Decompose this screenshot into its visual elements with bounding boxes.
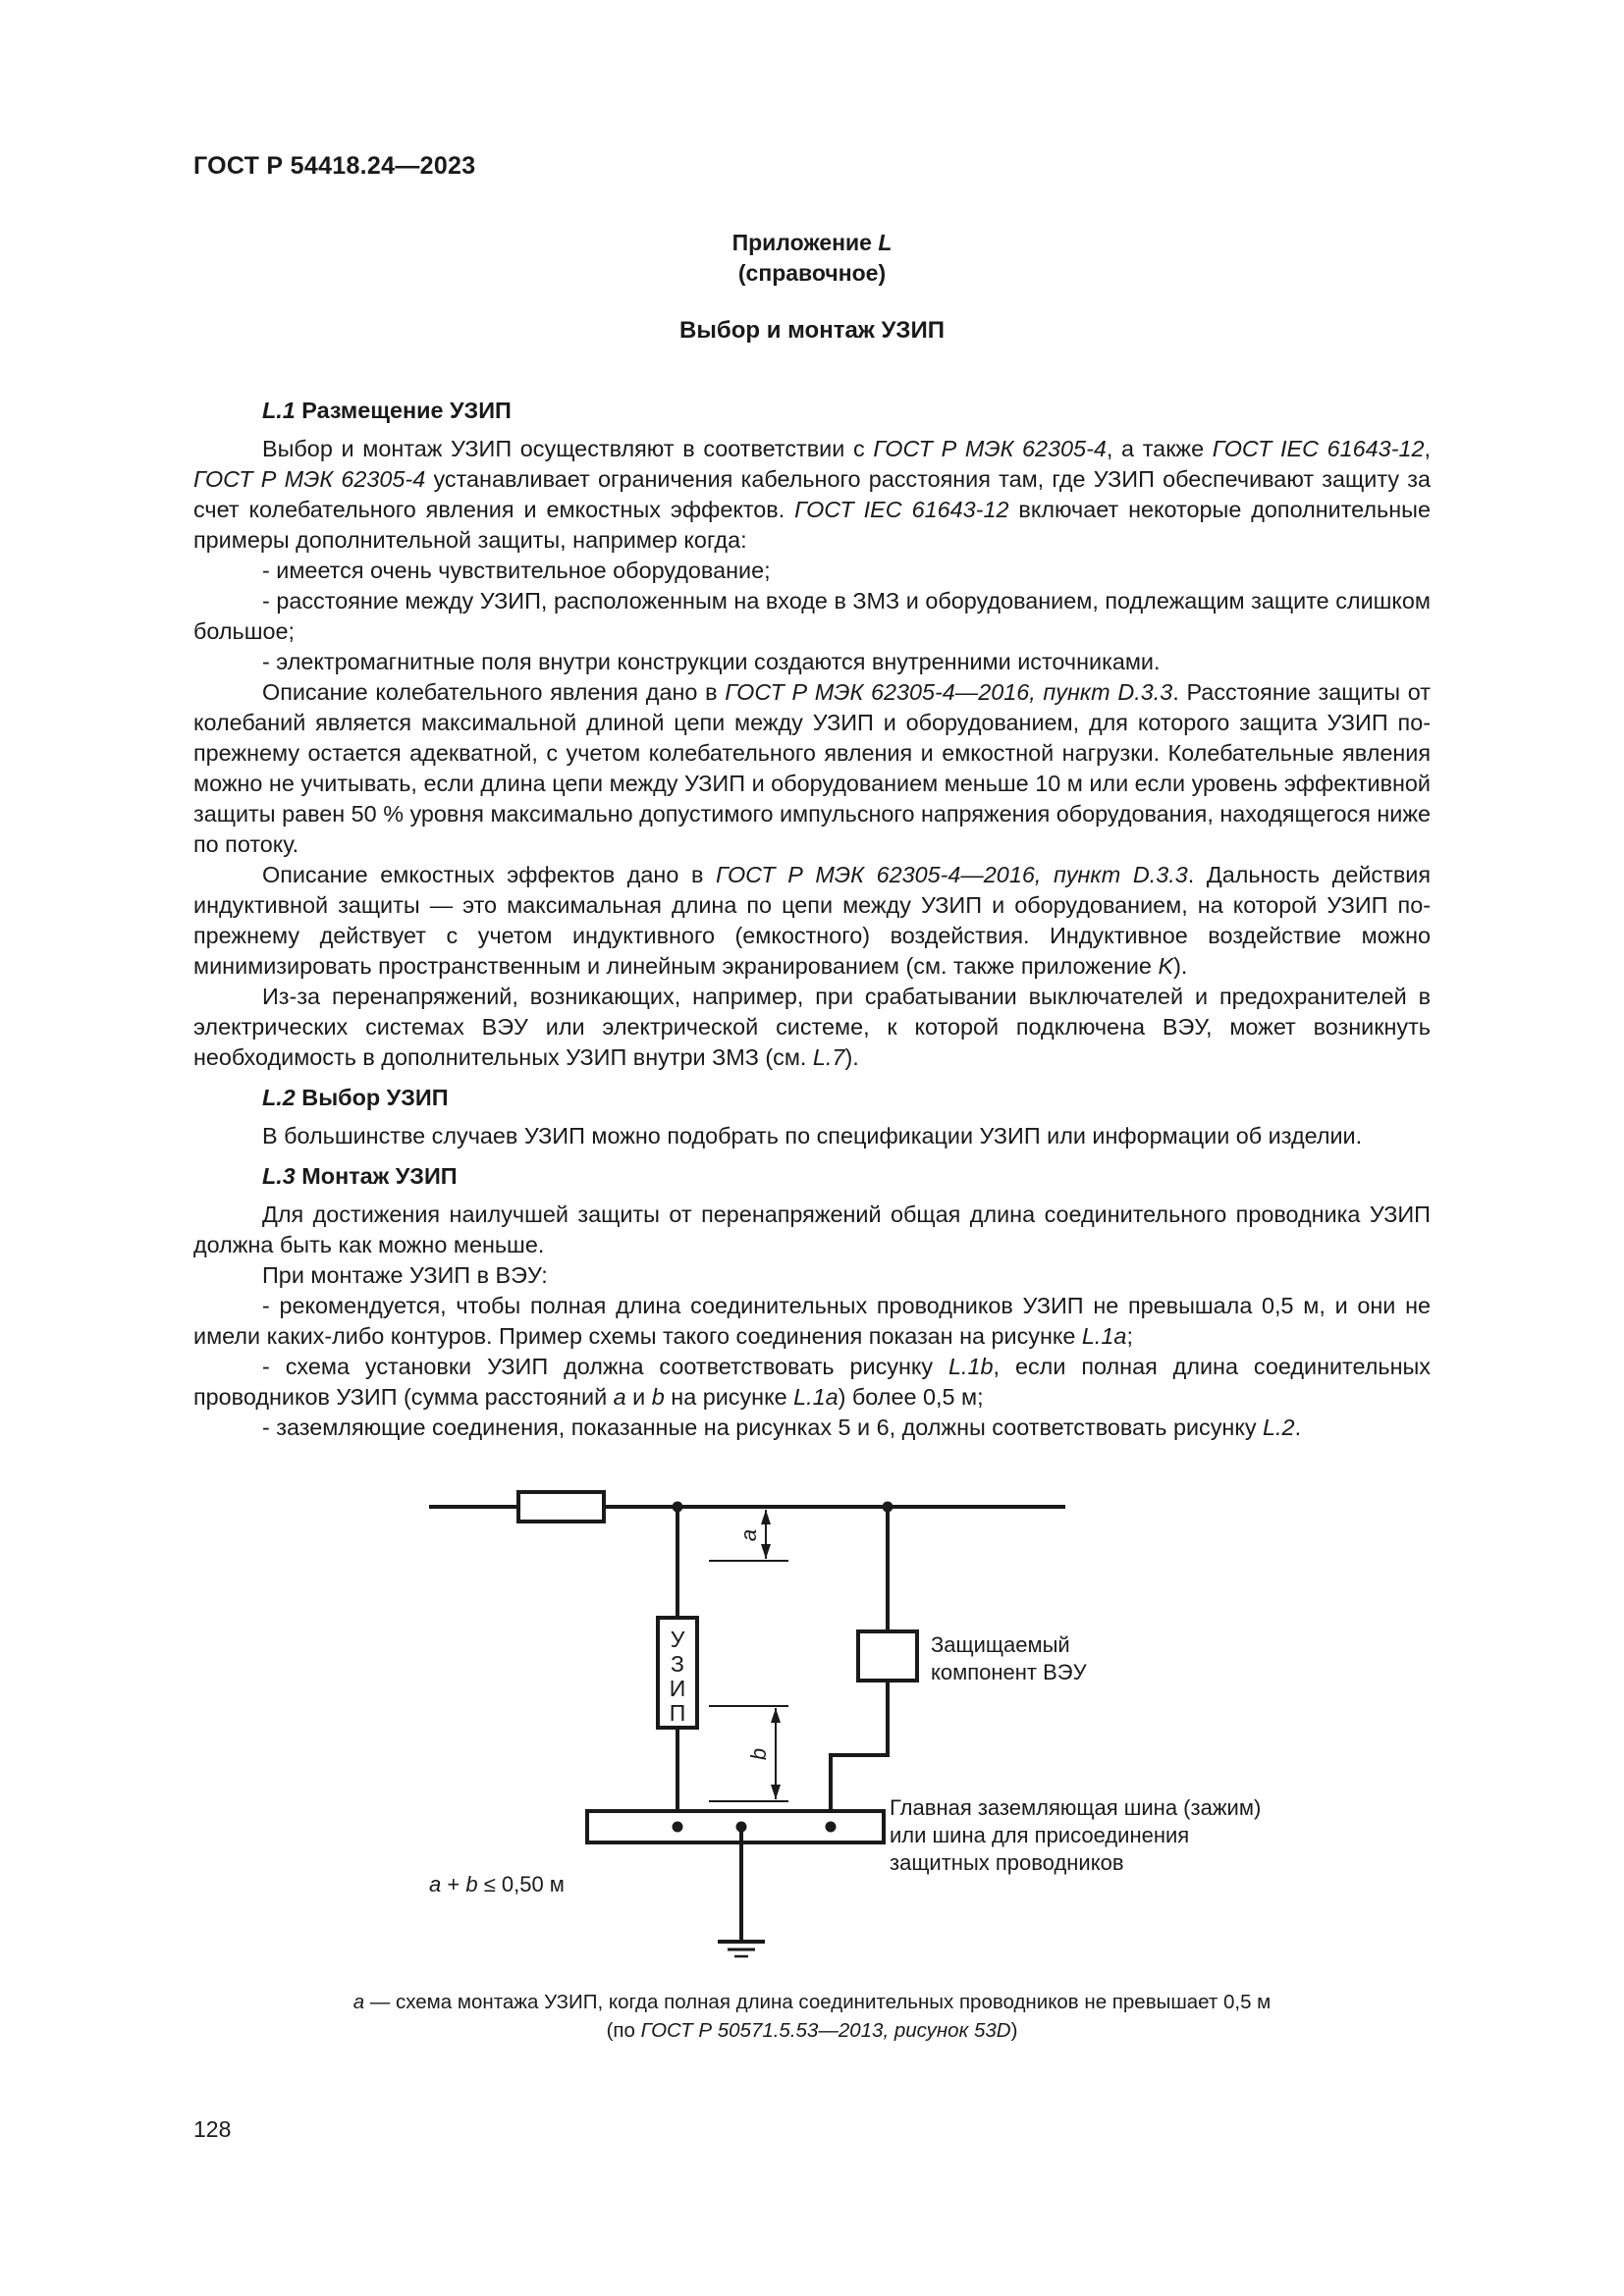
- dimension-arrow: [761, 1544, 771, 1559]
- body-text: [193, 396, 1431, 1443]
- spd-letter: З: [671, 1651, 684, 1677]
- section-heading-l1: L.1 Размещение УЗИП: [262, 398, 512, 423]
- spd-letter: У: [670, 1627, 685, 1652]
- spd-letter: П: [669, 1700, 686, 1726]
- spd-letter: И: [669, 1676, 686, 1701]
- equipment-earth-conductor: [831, 1681, 888, 1826]
- paragraph: При монтаже УЗИП в ВЭУ:: [262, 1262, 548, 1288]
- junction-dot: [673, 1822, 683, 1833]
- label-b: b: [746, 1747, 771, 1761]
- protected-component-label: Защищаемый компонент ВЭУ: [931, 1632, 1087, 1684]
- earth-busbar-label: Главная заземляющая шина (зажим) или шина для присоединения защитных проводников: [890, 1795, 1262, 1875]
- wiring-diagram: [0, 1463, 1624, 1993]
- list-item: - электромагнитные поля внутри конструкции создаются внутренними источниками.: [262, 649, 1161, 674]
- list-item: - расстояние между УЗИП, расположенным на входе в ЗМЗ и оборудованием, подлежащим защите слишком большое;: [193, 588, 1431, 644]
- paragraph: Описание емкостных эффектов дано в ГОСТ Р МЭК 62305-4—2016, пункт D.3.3. Дальность действия индуктивной защиты — это максимальная длина по цепи между УЗИП и оборудованием, на которой УЗИП по-прежнему действует с учетом индуктивного (емкостного) воздействия. Индуктивное воздействие можно минимизировать пространственным и линейным экранированием (см. также приложение K).: [193, 862, 1431, 979]
- dimension-arrow: [771, 1708, 781, 1723]
- label-a: a: [736, 1528, 761, 1542]
- paragraph: Для достижения наилучшей защиты от перенапряжений общая длина соединительного проводника УЗИП должна быть как можно меньше.: [193, 1201, 1431, 1257]
- list-item: - схема установки УЗИП должна соответствовать рисунку L.1b, если полная длина соединительных проводников УЗИП (сумма расстояний a и b на рисунке L.1a) более 0,5 м;: [193, 1354, 1431, 1410]
- dimension-arrow: [771, 1785, 781, 1799]
- list-item: - имеется очень чувствительное оборудование;: [262, 558, 771, 583]
- junction-dot: [883, 1502, 893, 1513]
- paragraph: Выбор и монтаж УЗИП осуществляют в соответствии с ГОСТ Р МЭК 62305-4, а также ГОСТ IEC 61643-12, ГОСТ Р МЭК 62305-4 устанавливает ограничения кабельного расстояния там, где УЗИП обеспечивают защиту за счет колебательного явления и емкостных эффектов. ГОСТ IEC 61643-12 включает некоторые дополнительные примеры дополнительной защиты, например когда:: [193, 436, 1432, 553]
- figure-caption: a — схема монтажа УЗИП, когда полная длина соединительных проводников не превышает 0,5 м (по ГОСТ Р 50571.5.53—2013, рисунок 53D): [352, 1991, 1272, 2042]
- length-formula: a + b ≤ 0,50 м: [429, 1872, 565, 1896]
- annex-heading: Приложение L (справочное): [731, 230, 893, 286]
- document-code: ГОСТ Р 54418.24—2023: [193, 152, 476, 180]
- annex-title: Выбор и монтаж УЗИП: [679, 317, 945, 344]
- junction-dot: [826, 1822, 837, 1833]
- list-item: - рекомендуется, чтобы полная длина соединительных проводников УЗИП не превышала 0,5 м, и они не имели каких-либо контуров. Пример схемы такого соединения показан на рисунке L.1a;: [193, 1293, 1431, 1349]
- fuse-symbol: [518, 1492, 604, 1522]
- figure-spd-installation: [0, 1463, 1624, 1993]
- paragraph: Описание колебательного явления дано в ГОСТ Р МЭК 62305-4—2016, пункт D.3.3. Расстояние защиты от колебаний является максимальной длиной цепи между УЗИП и оборудованием, для которого защита УЗИП по-прежнему остается адекватной, с учетом колебательного явления и емкостной нагрузки. Колебательные явления можно не учитывать, если длина цепи между УЗИП и оборудованием меньше 10 м или если уровень эффективной защиты равен 50 % уровня максимально допустимого импульсного напряжения оборудования, находящегося ниже по потоку.: [193, 679, 1432, 857]
- paragraph: Из-за перенапряжений, возникающих, например, при срабатывании выключателей и предохранителей в электрических системах ВЭУ или электрической системе, к которой подключена ВЭУ, может возникнуть необходимость в дополнительных УЗИП внутри ЗМЗ (см. L.7).: [193, 984, 1431, 1070]
- section-heading-l3: L.3 Монтаж УЗИП: [262, 1163, 458, 1189]
- earth-busbar: [587, 1811, 884, 1842]
- junction-dot: [673, 1502, 683, 1513]
- section-heading-l2: L.2 Выбор УЗИП: [262, 1085, 449, 1110]
- protected-component-box: [858, 1631, 917, 1681]
- page-number: 128: [193, 2116, 232, 2142]
- junction-dot: [736, 1822, 747, 1833]
- dimension-arrow: [761, 1510, 771, 1524]
- paragraph: В большинстве случаев УЗИП можно подобрать по спецификации УЗИП или информации об изделии.: [262, 1123, 1363, 1148]
- list-item: - заземляющие соединения, показанные на рисунках 5 и 6, должны соответствовать рисунку L.2.: [262, 1415, 1302, 1440]
